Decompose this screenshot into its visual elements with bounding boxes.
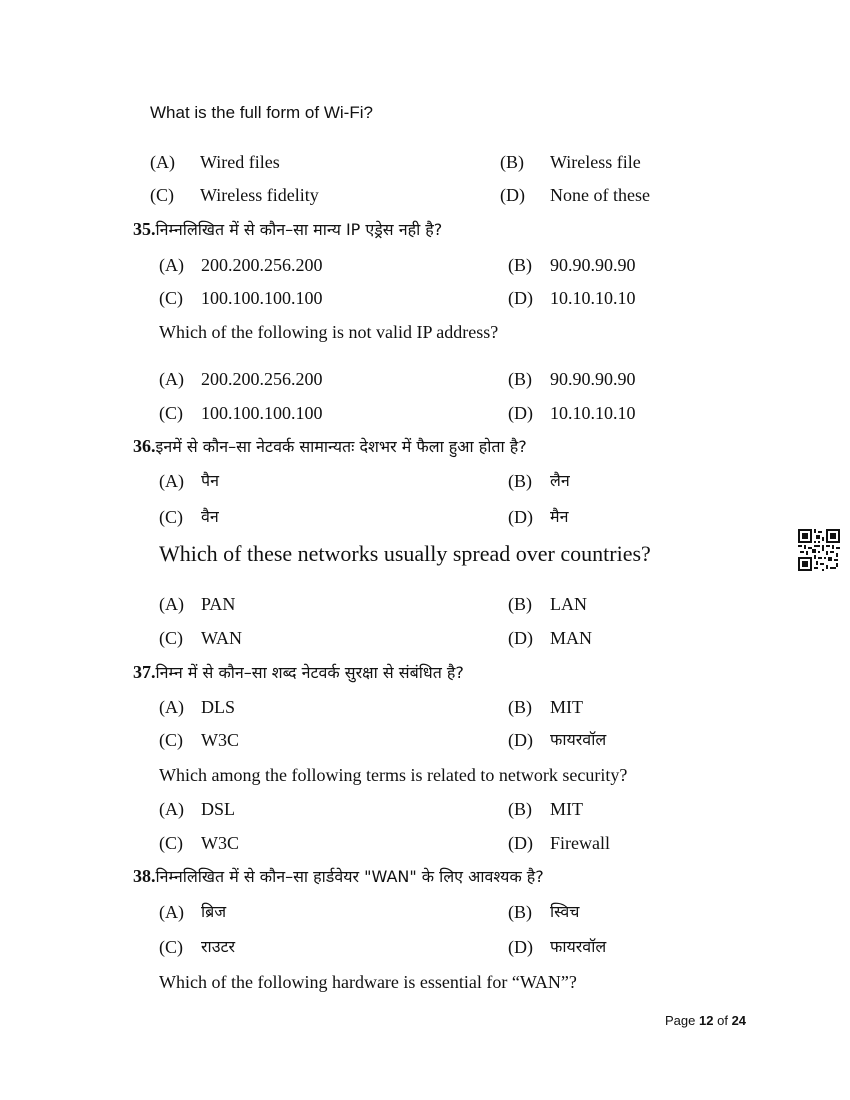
option-label: (B) xyxy=(508,471,532,491)
q34-english: What is the full form of Wi-Fi? xyxy=(150,103,373,122)
option-label: (A) xyxy=(159,697,184,717)
option-label: (C) xyxy=(159,937,183,957)
qr-code-icon xyxy=(798,529,840,571)
option-label: (C) xyxy=(159,507,183,527)
question-text-hindi: इनमें से कौन–सा नेटवर्क सामान्यतः देशभर में फैला हुआ होता है? xyxy=(155,437,527,456)
option-label: (A) xyxy=(159,902,184,922)
q36-hindi xyxy=(133,435,527,458)
option-label: (B) xyxy=(508,594,532,614)
option-text: ब्रिज xyxy=(201,902,227,921)
option-label: (A) xyxy=(159,471,184,491)
option-text: 10.10.10.10 xyxy=(550,288,636,308)
option-text: वैन xyxy=(201,507,219,526)
q36-english: Which of these networks usually spread over countries? xyxy=(159,541,651,566)
option-text: LAN xyxy=(550,594,587,614)
question-number: 36. xyxy=(133,436,156,456)
option-text: WAN xyxy=(201,628,242,648)
option-text: MIT xyxy=(550,799,583,819)
option-text: PAN xyxy=(201,594,236,614)
option-text: 90.90.90.90 xyxy=(550,369,636,389)
option-label: (C) xyxy=(150,185,174,205)
page-of-word: of xyxy=(717,1013,728,1028)
page-total: 24 xyxy=(731,1013,747,1028)
option-text: None of these xyxy=(550,185,650,205)
option-label: (D) xyxy=(500,185,525,205)
option-label: (C) xyxy=(159,403,183,423)
option-text: Wireless file xyxy=(550,152,641,172)
option-label: (A) xyxy=(150,152,175,172)
option-label: (D) xyxy=(508,833,533,853)
q37-english: Which among the following terms is related to network security? xyxy=(159,765,628,785)
question-number: 38. xyxy=(133,866,156,886)
option-text: 200.200.256.200 xyxy=(201,369,323,389)
option-text: W3C xyxy=(201,730,239,750)
option-label: (A) xyxy=(159,369,184,389)
option-label: (C) xyxy=(159,730,183,750)
option-label: (B) xyxy=(508,697,532,717)
page-current: 12 xyxy=(699,1013,714,1028)
option-label: (C) xyxy=(159,833,183,853)
option-text: मैन xyxy=(550,507,569,526)
question-number: 37. xyxy=(133,662,156,682)
option-text: 100.100.100.100 xyxy=(201,288,323,308)
option-text: 90.90.90.90 xyxy=(550,255,636,275)
option-text: 10.10.10.10 xyxy=(550,403,636,423)
option-text: 100.100.100.100 xyxy=(201,403,323,423)
option-text: Wired files xyxy=(200,152,280,172)
q37-hindi xyxy=(133,661,464,684)
option-label: (D) xyxy=(508,403,533,423)
q35-english: Which of the following is not valid IP address? xyxy=(159,322,499,342)
option-label: (D) xyxy=(508,288,533,308)
option-label: (B) xyxy=(508,255,532,275)
option-text: MIT xyxy=(550,697,583,717)
option-label: (A) xyxy=(159,594,184,614)
option-text: फायरवॉल xyxy=(550,937,607,956)
option-label: (D) xyxy=(508,507,533,527)
option-text: 200.200.256.200 xyxy=(201,255,323,275)
option-text: Firewall xyxy=(550,833,610,853)
q38-hindi xyxy=(133,865,544,888)
option-label: (B) xyxy=(508,369,532,389)
q38-english: Which of the following hardware is essential for “WAN”? xyxy=(159,972,577,992)
option-label: (A) xyxy=(159,255,184,275)
option-text: स्विच xyxy=(550,902,580,921)
option-text: पैन xyxy=(201,471,219,490)
option-label: (A) xyxy=(159,799,184,819)
page-word: Page xyxy=(665,1013,696,1028)
option-text: DSL xyxy=(201,799,236,819)
option-text: W3C xyxy=(201,833,239,853)
option-text: Wireless fidelity xyxy=(200,185,319,205)
option-text: फायरवॉल xyxy=(550,730,607,749)
question-text-hindi: निम्नलिखित में से कौन–सा मान्य IP एड्रेस नही है? xyxy=(155,220,443,239)
question-number: 35. xyxy=(133,219,156,239)
option-label: (B) xyxy=(508,902,532,922)
option-label: (D) xyxy=(508,937,533,957)
question-text-hindi: निम्नलिखित में से कौन–सा हार्डवेयर "WAN" के लिए आवश्यक है? xyxy=(155,867,544,886)
question-text-hindi: निम्न में से कौन–सा शब्द नेटवर्क सुरक्षा से संबंधित है? xyxy=(155,663,464,682)
page-footer xyxy=(665,1013,746,1028)
option-text: DLS xyxy=(201,697,236,717)
option-label: (D) xyxy=(508,628,533,648)
option-text: लैन xyxy=(550,471,570,490)
option-label: (B) xyxy=(508,799,532,819)
option-label: (B) xyxy=(500,152,524,172)
option-label: (C) xyxy=(159,628,183,648)
option-label: (D) xyxy=(508,730,533,750)
option-text: MAN xyxy=(550,628,593,648)
option-label: (C) xyxy=(159,288,183,308)
option-text: राउटर xyxy=(201,937,236,956)
q35-hindi xyxy=(133,218,442,241)
